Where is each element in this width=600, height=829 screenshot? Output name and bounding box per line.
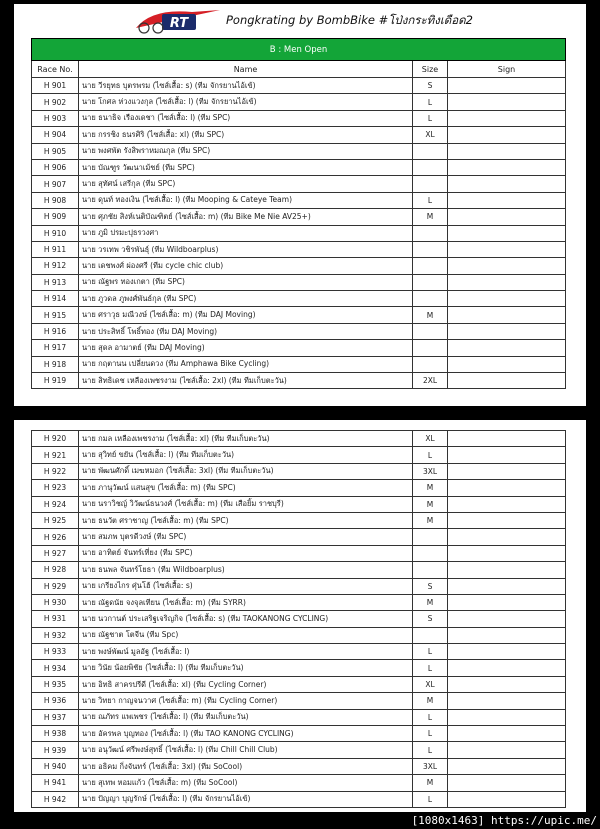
race-number: H 919 <box>32 373 79 389</box>
shirt-size <box>413 274 448 290</box>
sign-cell <box>448 693 566 709</box>
table-row <box>32 611 566 627</box>
shirt-size: M <box>413 496 448 512</box>
table-row <box>32 373 566 389</box>
sign-cell <box>448 291 566 307</box>
race-number: H 910 <box>32 225 79 241</box>
race-number: H 941 <box>32 775 79 791</box>
shirt-size: L <box>413 110 448 126</box>
sign-cell <box>448 447 566 463</box>
race-number: H 921 <box>32 447 79 463</box>
race-number: H 911 <box>32 241 79 257</box>
participant-name: นาย ณภัทร แพเพชร (ไซส์เสื้อ: l) (ทีม ทีมเก็บตะวัน) <box>79 709 413 725</box>
race-number: H 923 <box>32 480 79 496</box>
sign-cell <box>448 709 566 725</box>
participant-name: นาย ปัญญา บุญรักษ์ (ไซส์เสื้อ: l) (ทีม จักรยานไอ้เข้) <box>79 791 413 807</box>
participant-name: นาย ภูมิ ปรมะปุธรวงศา <box>79 225 413 241</box>
sign-cell <box>448 159 566 175</box>
sign-cell <box>448 496 566 512</box>
table-row <box>32 176 566 192</box>
participant-name: นาย นราวิชญ์ วิวัฒน์ธนวงศ์ (ไซส์เสื้อ: m) (ทีม เสือยิ้ม ราชบุรี) <box>79 496 413 512</box>
table-row <box>32 676 566 692</box>
shirt-size: M <box>413 209 448 225</box>
participant-name: นาย ณัฐชาต โตจีน (ทีม Spc) <box>79 627 413 643</box>
race-number: H 929 <box>32 578 79 594</box>
race-number: H 925 <box>32 512 79 528</box>
sign-cell <box>448 562 566 578</box>
shirt-size: 3XL <box>413 463 448 479</box>
participant-name: นาย สุเทพ หอมแก้ว (ไซส์เสื้อ: m) (ทีม SoCool) <box>79 775 413 791</box>
table-row <box>32 709 566 725</box>
participant-name: นาย อัครพล บุญทอง (ไซส์เสื้อ: l) (ทีม TAO KANONG CYCLING) <box>79 726 413 742</box>
table-row <box>32 529 566 545</box>
race-number: H 936 <box>32 693 79 709</box>
participant-name: นาย เกรียงไกร ศุ่นโฮ้ (ไซส์เสื้อ: s) <box>79 578 413 594</box>
sign-cell <box>448 209 566 225</box>
table-row <box>32 463 566 479</box>
participant-name: นาย ดุนท์ ทองเงิน (ไซส์เสื้อ: l) (ทีม Mooping & Cateye Team) <box>79 192 413 208</box>
race-number: H 928 <box>32 562 79 578</box>
shirt-size: L <box>413 660 448 676</box>
sign-cell <box>448 742 566 758</box>
sign-cell <box>448 323 566 339</box>
table-row <box>32 356 566 372</box>
sign-cell <box>448 340 566 356</box>
sign-cell <box>448 176 566 192</box>
shirt-size: S <box>413 611 448 627</box>
participants-table-part-2 <box>31 430 566 808</box>
sign-cell <box>448 644 566 660</box>
table-row <box>32 225 566 241</box>
sign-cell <box>448 791 566 807</box>
shirt-size: L <box>413 447 448 463</box>
participant-name: นาย สุทัศน์ เสรีกุล (ทีม SPC) <box>79 176 413 192</box>
participant-name: นาย ธนพล จันทร์โยธา (ทีม Wildboarplus) <box>79 562 413 578</box>
sign-cell <box>448 94 566 110</box>
sign-cell <box>448 594 566 610</box>
participant-name: นาย วรเทพ วชิรพันธุ์ (ทีม Wildboarplus) <box>79 241 413 257</box>
shirt-size <box>413 545 448 561</box>
participant-name: นาย บัณฑูร วัฒนาเม้ชย์ (ทีม SPC) <box>79 159 413 175</box>
race-number: H 918 <box>32 356 79 372</box>
participant-name: นาย โกศล ห่วงแวงกุล (ไซส์เสื้อ: l) (ทีม จักรยานไอ้เข้) <box>79 94 413 110</box>
shirt-size: XL <box>413 676 448 692</box>
shirt-size: 3XL <box>413 758 448 774</box>
shirt-size <box>413 143 448 159</box>
participant-name: นาย ธนาธิจ เรืองเดชา (ไซส์เสื้อ: l) (ทีม SPC) <box>79 110 413 126</box>
table-row <box>32 562 566 578</box>
table-body-part-1 <box>32 78 566 389</box>
table-row <box>32 94 566 110</box>
participant-name: นาย พัฒนศักดิ์ เมฆหมอก (ไซส์เสื้อ: 3xl) (ทีม ทีมเก็บตะวัน) <box>79 463 413 479</box>
participant-name: นาย สุวิทย์ ขยัน (ไซส์เสื้อ: l) (ทีม ทีมเก็บตะวัน) <box>79 447 413 463</box>
table-row <box>32 480 566 496</box>
participant-name: นาย อิทธิ สาครปรีดี (ไซส์เสื้อ: xl) (ทีม Cycling Corner) <box>79 676 413 692</box>
sign-cell <box>448 480 566 496</box>
table-row <box>32 447 566 463</box>
race-number: H 920 <box>32 431 79 447</box>
race-number: H 902 <box>32 94 79 110</box>
shirt-size <box>413 323 448 339</box>
participant-name: นาย ประสิทธิ์ โพธิ์ทอง (ทีม DAJ Moving) <box>79 323 413 339</box>
sign-cell <box>448 225 566 241</box>
participant-name: นาย วินัย น้อยพิชัย (ไซส์เสื้อ: l) (ทีม ทีมเก็บตะวัน) <box>79 660 413 676</box>
participant-name: นาย นวกานต์ ประเสริฐเจริญกิจ (ไซส์เสื้อ: s) (ทีม TAOKANONG CYCLING) <box>79 611 413 627</box>
sign-cell <box>448 143 566 159</box>
table-row <box>32 742 566 758</box>
participant-name: นาย สิทธิเดช เหลืองเพชรงาม (ไซส์เสื้อ: 2xl) (ทีม ทีมเก็บตะวัน) <box>79 373 413 389</box>
shirt-size <box>413 225 448 241</box>
document-page-2 <box>14 420 586 812</box>
participant-name: นาย กมล เหลืองเพชรงาม (ไซส์เสื้อ: xl) (ทีม ทีมเก็บตะวัน) <box>79 431 413 447</box>
table-row <box>32 726 566 742</box>
shirt-size: M <box>413 693 448 709</box>
race-number: H 914 <box>32 291 79 307</box>
sign-cell <box>448 258 566 274</box>
sign-cell <box>448 775 566 791</box>
shirt-size: XL <box>413 127 448 143</box>
participant-name: นาย อาทิตย์ จันทร์เที่ยง (ทีม SPC) <box>79 545 413 561</box>
table-header-row <box>32 61 566 78</box>
column-header-name: Name <box>79 61 413 78</box>
table-row <box>32 578 566 594</box>
sign-cell <box>448 307 566 323</box>
race-number: H 932 <box>32 627 79 643</box>
race-number: H 901 <box>32 78 79 94</box>
sign-cell <box>448 241 566 257</box>
column-header-sign: Sign <box>448 61 566 78</box>
race-logo <box>132 6 224 34</box>
page-header <box>14 4 586 36</box>
race-number: H 927 <box>32 545 79 561</box>
race-number: H 913 <box>32 274 79 290</box>
race-number: H 915 <box>32 307 79 323</box>
race-number: H 907 <box>32 176 79 192</box>
race-number: H 934 <box>32 660 79 676</box>
table-row <box>32 627 566 643</box>
shirt-size <box>413 340 448 356</box>
race-number: H 917 <box>32 340 79 356</box>
race-number: H 938 <box>32 726 79 742</box>
race-number: H 916 <box>32 323 79 339</box>
participant-name: นาย ธนวัต ศราชาญ (ไซส์เสื้อ: m) (ทีม SPC) <box>79 512 413 528</box>
table-row <box>32 496 566 512</box>
shirt-size: M <box>413 775 448 791</box>
table-row <box>32 545 566 561</box>
shirt-size: M <box>413 480 448 496</box>
participant-name: นาย สมภพ บุตรดีวงษ์ (ทีม SPC) <box>79 529 413 545</box>
table-row <box>32 110 566 126</box>
table-row <box>32 693 566 709</box>
race-number: H 933 <box>32 644 79 660</box>
shirt-size <box>413 159 448 175</box>
participant-name: นาย กรรชิง ธนรศิริ (ไซส์เสื้อ: xl) (ทีม SPC) <box>79 127 413 143</box>
table-row <box>32 78 566 94</box>
image-credit: [1080x1463] https://upic.me/ <box>411 814 597 827</box>
participant-name: นาย อนุวัฒน์ ศรีพงษ์สุทธิ์ (ไซส์เสื้อ: l) (ทีม Chill Chill Club) <box>79 742 413 758</box>
sign-cell <box>448 78 566 94</box>
shirt-size <box>413 356 448 372</box>
table-row <box>32 431 566 447</box>
shirt-size: S <box>413 578 448 594</box>
race-number: H 939 <box>32 742 79 758</box>
event-title: Pongkrating by BombBike #โป่งกระทิงเดือด2 <box>226 13 473 27</box>
shirt-size <box>413 291 448 307</box>
table-row <box>32 791 566 807</box>
race-number: H 940 <box>32 758 79 774</box>
shirt-size: 2XL <box>413 373 448 389</box>
shirt-size: L <box>413 644 448 660</box>
race-number: H 926 <box>32 529 79 545</box>
race-number: H 930 <box>32 594 79 610</box>
participant-name: นาย สุดล อามาตย์ (ทีม DAJ Moving) <box>79 340 413 356</box>
sign-cell <box>448 463 566 479</box>
table-row <box>32 644 566 660</box>
shirt-size <box>413 258 448 274</box>
table-row <box>32 512 566 528</box>
table-row <box>32 340 566 356</box>
shirt-size <box>413 627 448 643</box>
race-number: H 942 <box>32 791 79 807</box>
sign-cell <box>448 676 566 692</box>
sign-cell <box>448 512 566 528</box>
race-number: H 937 <box>32 709 79 725</box>
race-number: H 922 <box>32 463 79 479</box>
table-row <box>32 775 566 791</box>
sign-cell <box>448 127 566 143</box>
table-row <box>32 291 566 307</box>
shirt-size: L <box>413 726 448 742</box>
race-number: H 935 <box>32 676 79 692</box>
participant-name: นาย ภูวดล ภูพงศ์พันธ์กุล (ทีม SPC) <box>79 291 413 307</box>
race-number: H 908 <box>32 192 79 208</box>
shirt-size <box>413 562 448 578</box>
shirt-size: M <box>413 512 448 528</box>
race-number: H 903 <box>32 110 79 126</box>
category-banner <box>32 39 566 61</box>
column-header-size: Size <box>413 61 448 78</box>
race-number: H 904 <box>32 127 79 143</box>
category-title: B : Men Open <box>32 39 566 61</box>
race-number: H 924 <box>32 496 79 512</box>
participant-name: นาย ศุภชัย สิงห์เนติบัณฑิตย์ (ไซส์เสื้อ: m) (ทีม Bike Me Nie AV25+) <box>79 209 413 225</box>
race-number: H 912 <box>32 258 79 274</box>
race-number: H 909 <box>32 209 79 225</box>
sign-cell <box>448 192 566 208</box>
table-row <box>32 258 566 274</box>
participant-name: นาย อธิคม กิ่งจันทร์ (ไซส์เสื้อ: 3xl) (ทีม SoCool) <box>79 758 413 774</box>
race-number: H 905 <box>32 143 79 159</box>
sign-cell <box>448 545 566 561</box>
participant-name: นาย วีรยุทธ บุตรพรม (ไซส์เสื้อ: s) (ทีม จักรยานไอ้เข้) <box>79 78 413 94</box>
sign-cell <box>448 431 566 447</box>
shirt-size <box>413 176 448 192</box>
table-row <box>32 274 566 290</box>
table-row <box>32 143 566 159</box>
sign-cell <box>448 660 566 676</box>
participant-name: นาย ณัฐพร ทองเกตา (ทีม SPC) <box>79 274 413 290</box>
sign-cell <box>448 529 566 545</box>
participant-name: นาย วิทยา กาญจนวาศ (ไซส์เสื้อ: m) (ทีม Cycling Corner) <box>79 693 413 709</box>
participant-name: นาย ณัฐดนัย จงจุลเทียน (ไซส์เสื้อ: m) (ทีม SYRR) <box>79 594 413 610</box>
table-row <box>32 192 566 208</box>
table-row <box>32 323 566 339</box>
shirt-size: L <box>413 742 448 758</box>
table-row <box>32 127 566 143</box>
shirt-size: S <box>413 78 448 94</box>
shirt-size: L <box>413 94 448 110</box>
participants-table-part-1 <box>31 38 566 389</box>
sign-cell <box>448 758 566 774</box>
table-row <box>32 241 566 257</box>
shirt-size <box>413 529 448 545</box>
sign-cell <box>448 627 566 643</box>
sign-cell <box>448 356 566 372</box>
sign-cell <box>448 578 566 594</box>
shirt-size: XL <box>413 431 448 447</box>
sign-cell <box>448 274 566 290</box>
participant-name: นาย ศราวุธ มณีวงษ์ (ไซส์เสื้อ: m) (ทีม DAJ Moving) <box>79 307 413 323</box>
table-row <box>32 159 566 175</box>
shirt-size <box>413 241 448 257</box>
shirt-size: L <box>413 709 448 725</box>
column-header-race-no: Race No. <box>32 61 79 78</box>
sign-cell <box>448 726 566 742</box>
race-number: H 931 <box>32 611 79 627</box>
sign-cell <box>448 611 566 627</box>
shirt-size: L <box>413 791 448 807</box>
table-row <box>32 307 566 323</box>
race-number: H 906 <box>32 159 79 175</box>
document-page-1 <box>14 4 586 406</box>
participant-name: นาย พงศพัต รังสิพราหมณกุล (ทีม SPC) <box>79 143 413 159</box>
shirt-size: M <box>413 307 448 323</box>
participant-name: นาย กฤตานน เปลี่ยนดวง (ทีม Amphawa Bike Cycling) <box>79 356 413 372</box>
table-row <box>32 594 566 610</box>
logo-text: RT <box>169 16 189 31</box>
table-row <box>32 209 566 225</box>
table-body-part-2 <box>32 431 566 808</box>
sign-cell <box>448 373 566 389</box>
table-row <box>32 660 566 676</box>
sign-cell <box>448 110 566 126</box>
participant-name: นาย ภานุวัฒน์ แสนสุข (ไซส์เสื้อ: m) (ทีม SPC) <box>79 480 413 496</box>
participant-name: นาย เดชพงศ์ ผ่องศรี (ทีม cycle chic club) <box>79 258 413 274</box>
shirt-size: M <box>413 594 448 610</box>
shirt-size: L <box>413 192 448 208</box>
table-row <box>32 758 566 774</box>
participant-name: นาย พงษ์พัฒน์ มูลอัฐ (ไซส์เสื้อ: l) <box>79 644 413 660</box>
